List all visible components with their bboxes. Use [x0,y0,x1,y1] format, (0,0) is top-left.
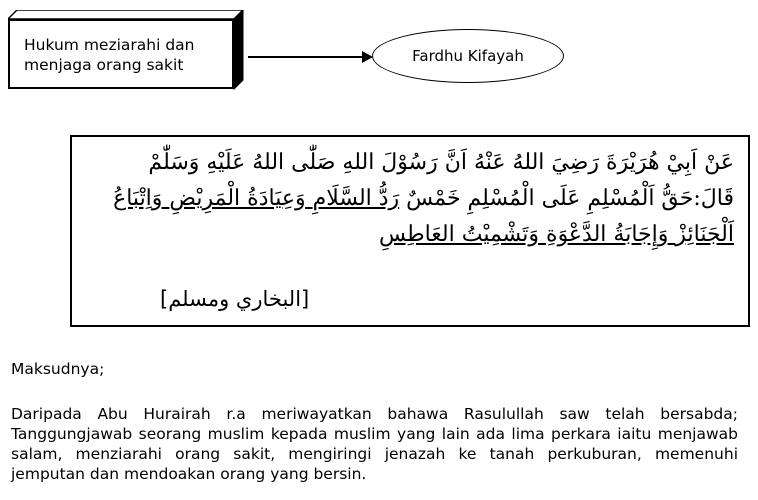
topic-box-face [8,19,234,89]
hadith-source: [البخاري ومسلم] [160,287,310,311]
hadith-line-3-part-2: وَإِجَابَةُ الدَّعْوَةِ [539,222,676,247]
maksud-label: Maksudnya; [11,360,105,378]
hadith-line-3-part-1: اَلْجَنَائِزْ [675,222,734,247]
hadith-line-2-part-3: وَعِيَادَةُ الْمَرِيْضِ [169,186,313,211]
hadith-line-1: عَنْ اَبِيْ هُرَيْرَةَ رَضِيَ اللهُ عَنْهُ اَنَّ رَسُوْلَ اللهِ صَلّٰى اللهُ عَلَيْهِ وَسَلّٰمْ [148,150,734,175]
arrow-connector [248,56,368,58]
ruling-oval [372,29,564,83]
hadith-line-2-part-1: قَالَ:حَقُّ اَلْمُسْلِمِ عَلَى الْمُسْلِمِ خَمْسٌ [399,186,734,211]
translation-paragraph: Daripada Abu Hurairah r.a meriwayatkan bahawa Rasulullah saw telah bersabda; Tanggungjawab seorang muslim kepada muslim yang lain ada lima perkara iaitu menjawab salam, menziarahi orang sakit, mengiringi jenazah ke tanah perkuburan, memenuhi jemputan dan mendoakan orang yang bersin. [11,405,738,483]
hadith-line-2-part-4: وَاِتْبَاعُ [113,186,170,211]
hadith-text [84,145,734,253]
hadith-line-3 [84,217,734,253]
hadith-line-2-part-2: رَدُّ السَّلَامِ [312,186,400,211]
topic-line-1: Hukum meziarahi dan [24,36,195,54]
hadith-line-2 [84,181,734,217]
topic-box [8,10,248,92]
hadith-box [70,135,750,327]
hadith-line-3-part-3: وَتَشْمِيْتُ العَاطِسِ [379,222,540,247]
topic-line-2: menjaga orang sakit [24,56,184,74]
ruling-label: Fardhu Kifayah [412,47,524,65]
